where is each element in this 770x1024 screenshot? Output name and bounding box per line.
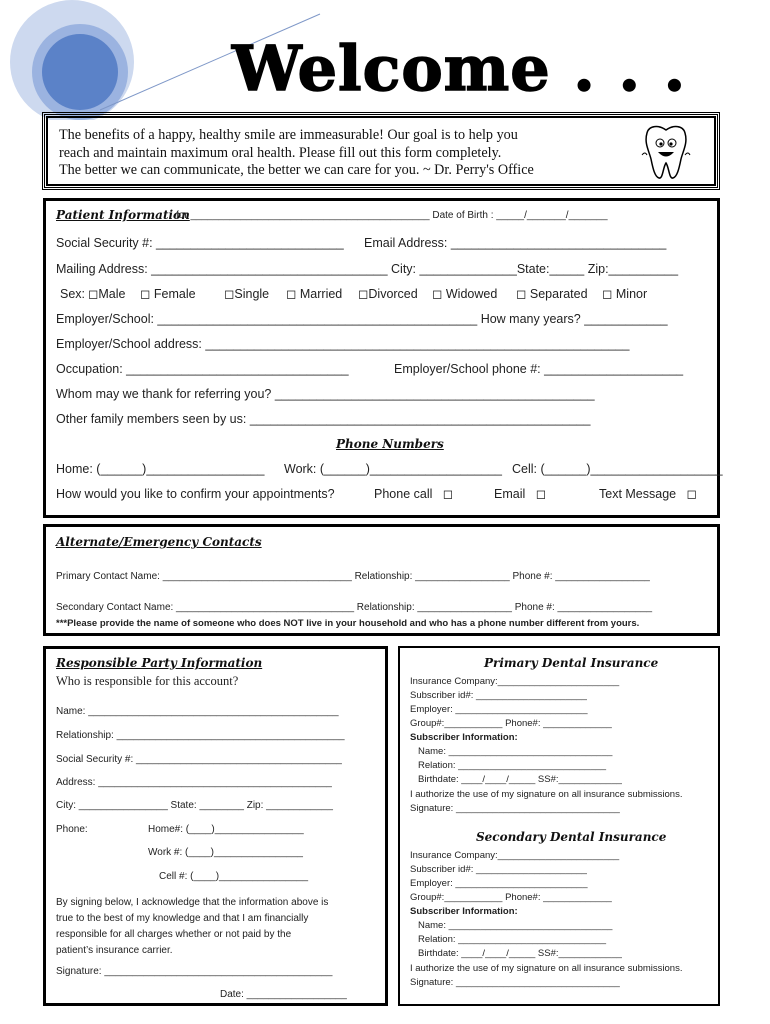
status-minor-option[interactable] bbox=[602, 287, 647, 301]
phone-numbers-heading: Phone Numbers bbox=[336, 437, 444, 451]
status-widowed-option[interactable] bbox=[432, 287, 497, 301]
alternate-contact-note: ***Please provide the name of someone who does NOT live in your household and who has a phone number different from yours. bbox=[56, 618, 640, 629]
ssn-field[interactable]: Social Security #: ___________________________ bbox=[56, 236, 344, 250]
responsible-work-phone[interactable]: Work #: (____)________________ bbox=[148, 847, 303, 858]
secondary-subscriber-info-label: Subscriber Information: bbox=[410, 906, 518, 917]
confirm-text-label: Text Message bbox=[599, 487, 677, 501]
responsible-ack-line-3: responsible for all charges whether or not paid by the bbox=[56, 929, 292, 940]
status-married-option[interactable] bbox=[286, 287, 342, 301]
responsible-cell-phone[interactable]: Cell #: (____)________________ bbox=[159, 871, 309, 882]
primary-group-phone-field[interactable]: Group#:___________ Phone#: _____________ bbox=[410, 718, 612, 729]
alternate-contacts-heading: Alternate/Emergency Contacts bbox=[56, 535, 262, 549]
intro-line-1: The benefits of a happy, healthy smile are immeasurable! Our goal is to help you bbox=[59, 127, 518, 143]
primary-subscriber-info-label: Subscriber Information: bbox=[410, 732, 518, 743]
checkbox-icon[interactable]: ◻ bbox=[535, 487, 547, 501]
work-phone-field[interactable]: Work: (______)___________________ bbox=[284, 462, 503, 476]
secondary-sub-birthdate-field[interactable]: Birthdate: ____/____/_____ SS#:____________ bbox=[418, 948, 622, 959]
patient-info-heading: Patient Information bbox=[56, 208, 190, 222]
secondary-company-field[interactable]: Insurance Company:_______________________ bbox=[410, 850, 620, 861]
family-members-field[interactable]: Other family members seen by us: _________________________________________________ bbox=[56, 412, 591, 426]
responsible-phone-label: Phone: bbox=[56, 824, 88, 835]
welcome-message-box bbox=[42, 112, 720, 190]
checkbox-icon[interactable]: ◻ bbox=[516, 287, 527, 301]
status-married-label: Married bbox=[299, 287, 343, 301]
status-separated-option[interactable] bbox=[516, 287, 588, 301]
primary-employer-field[interactable]: Employer: _________________________ bbox=[410, 704, 588, 715]
confirm-question: How would you like to confirm your appointments? bbox=[56, 487, 335, 501]
checkbox-icon[interactable]: ◻ bbox=[602, 287, 613, 301]
secondary-subscriber-id-field[interactable]: Subscriber id#: _____________________ bbox=[410, 864, 587, 875]
sex-female-label: Female bbox=[153, 287, 196, 301]
checkbox-icon[interactable]: ◻ bbox=[432, 287, 443, 301]
status-divorced-label: Divorced bbox=[368, 287, 418, 301]
employer-phone-field[interactable]: Employer/School phone #: ____________________ bbox=[394, 362, 684, 376]
secondary-sub-relation-field[interactable]: Relation: ____________________________ bbox=[418, 934, 607, 945]
intro-line-2: reach and maintain maximum oral health. Please fill out this form completely. bbox=[59, 144, 502, 161]
secondary-employer-field[interactable]: Employer: _________________________ bbox=[410, 878, 588, 889]
checkbox-icon[interactable]: ◻ bbox=[224, 287, 235, 301]
confirm-phone-call-option[interactable] bbox=[374, 487, 453, 501]
patient-information-section bbox=[43, 198, 723, 518]
checkbox-icon[interactable]: ◻ bbox=[286, 287, 297, 301]
status-widowed-label: Widowed bbox=[445, 287, 498, 301]
primary-signature-field[interactable]: Signature: _______________________________ bbox=[410, 803, 620, 814]
occupation-field[interactable]: Occupation: ________________________________ bbox=[56, 362, 349, 376]
checkbox-icon[interactable]: ◻ bbox=[442, 487, 454, 501]
secondary-contact-line[interactable]: Secondary Contact Name: ________________________________ Relationship: _________________ Phone #: _________________ bbox=[56, 602, 653, 613]
responsible-address-field[interactable]: Address: __________________________________________ bbox=[56, 777, 332, 788]
responsible-question: Who is responsible for this account? bbox=[56, 674, 239, 688]
primary-subscriber-id-field[interactable]: Subscriber id#: _____________________ bbox=[410, 690, 587, 701]
employer-address-field[interactable]: Employer/School address: _____________________________________________________________ bbox=[56, 337, 630, 351]
responsible-name-field[interactable]: Name: _____________________________________________ bbox=[56, 706, 339, 717]
checkbox-icon[interactable]: ◻ bbox=[140, 287, 151, 301]
confirm-text-option[interactable] bbox=[599, 487, 697, 501]
referral-field[interactable]: Whom may we thank for referring you? ______________________________________________ bbox=[56, 387, 595, 401]
primary-sub-birthdate-field[interactable]: Birthdate: ____/____/_____ SS#:____________ bbox=[418, 774, 622, 785]
employer-field[interactable]: Employer/School: ______________________________________________ How many years? ____________ bbox=[56, 312, 668, 326]
responsible-ack-line-1: By signing below, I acknowledge that the information above is bbox=[56, 897, 329, 908]
responsible-party-section bbox=[43, 646, 388, 1006]
secondary-authorize-text: I authorize the use of my signature on all insurance submissions. bbox=[410, 963, 683, 974]
checkbox-icon[interactable]: ◻ bbox=[686, 487, 697, 501]
responsible-party-heading: Responsible Party Information bbox=[56, 656, 263, 670]
confirm-phone-call-label: Phone call bbox=[374, 487, 433, 501]
secondary-sub-name-field[interactable]: Name: _______________________________ bbox=[418, 920, 613, 931]
primary-sub-name-field[interactable]: Name: _______________________________ bbox=[418, 746, 613, 757]
sex-male-option[interactable] bbox=[88, 287, 125, 301]
status-single-option[interactable] bbox=[224, 287, 269, 301]
checkbox-icon[interactable]: ◻ bbox=[88, 287, 99, 301]
alternate-contacts-section bbox=[43, 524, 720, 636]
confirm-email-label: Email bbox=[494, 487, 526, 501]
status-separated-label: Separated bbox=[529, 287, 588, 301]
responsible-signature-field[interactable]: Signature: _________________________________________ bbox=[56, 966, 333, 977]
secondary-group-phone-field[interactable]: Group#:___________ Phone#: _____________ bbox=[410, 892, 612, 903]
responsible-ack-line-2: true to the best of my knowledge and that I am financially bbox=[56, 913, 309, 924]
status-minor-label: Minor bbox=[615, 287, 648, 301]
mailing-address-field[interactable]: Mailing Address: __________________________________ City: ______________State:_____ Zip:__________ bbox=[56, 262, 679, 276]
status-divorced-option[interactable] bbox=[358, 287, 418, 301]
home-phone-field[interactable]: Home: (______)_________________ bbox=[56, 462, 265, 476]
secondary-signature-field[interactable]: Signature: _______________________________ bbox=[410, 977, 620, 988]
patient-for-dob-line[interactable]: for ___________________________________________ Date of Birth : _____/_______/_______ bbox=[176, 210, 608, 221]
sex-female-option[interactable] bbox=[140, 287, 196, 301]
checkbox-icon[interactable]: ◻ bbox=[358, 287, 369, 301]
dental-insurance-section bbox=[398, 646, 720, 1006]
responsible-date-field[interactable]: Date: __________________ bbox=[220, 989, 347, 1000]
sex-label: Sex: bbox=[60, 287, 86, 301]
responsible-city-state-zip[interactable]: City: ________________ State: ________ Zip: ____________ bbox=[56, 800, 333, 811]
primary-sub-relation-field[interactable]: Relation: ____________________________ bbox=[418, 760, 607, 771]
page-title: Welcome . . . bbox=[232, 32, 687, 105]
primary-insurance-heading: Primary Dental Insurance bbox=[484, 656, 659, 670]
primary-authorize-text: I authorize the use of my signature on all insurance submissions. bbox=[410, 789, 683, 800]
responsible-relationship-field[interactable]: Relationship: _________________________________________ bbox=[56, 730, 345, 741]
confirm-email-option[interactable] bbox=[494, 487, 546, 501]
secondary-insurance-heading: Secondary Dental Insurance bbox=[476, 830, 667, 844]
responsible-home-phone[interactable]: Home#: (____)________________ bbox=[148, 824, 304, 835]
tooth-mascot-icon bbox=[639, 123, 693, 181]
responsible-ack-line-4: patient’s insurance carrier. bbox=[56, 945, 173, 956]
status-single-label: Single bbox=[234, 287, 270, 301]
email-field[interactable]: Email Address: _______________________________ bbox=[364, 236, 667, 250]
welcome-text bbox=[59, 127, 629, 180]
primary-company-field[interactable]: Insurance Company:_______________________ bbox=[410, 676, 620, 687]
responsible-ssn-field[interactable]: Social Security #: _____________________________________ bbox=[56, 754, 342, 765]
cell-phone-field[interactable]: Cell: (______)___________________ bbox=[512, 462, 723, 476]
sex-male-label: Male bbox=[98, 287, 126, 301]
primary-contact-line[interactable]: Primary Contact Name: __________________________________ Relationship: _________________ Phone #: _________________ bbox=[56, 571, 650, 582]
intro-line-3: The better we can communicate, the better we can care for you. ~ Dr. Perry's Office bbox=[59, 162, 534, 178]
